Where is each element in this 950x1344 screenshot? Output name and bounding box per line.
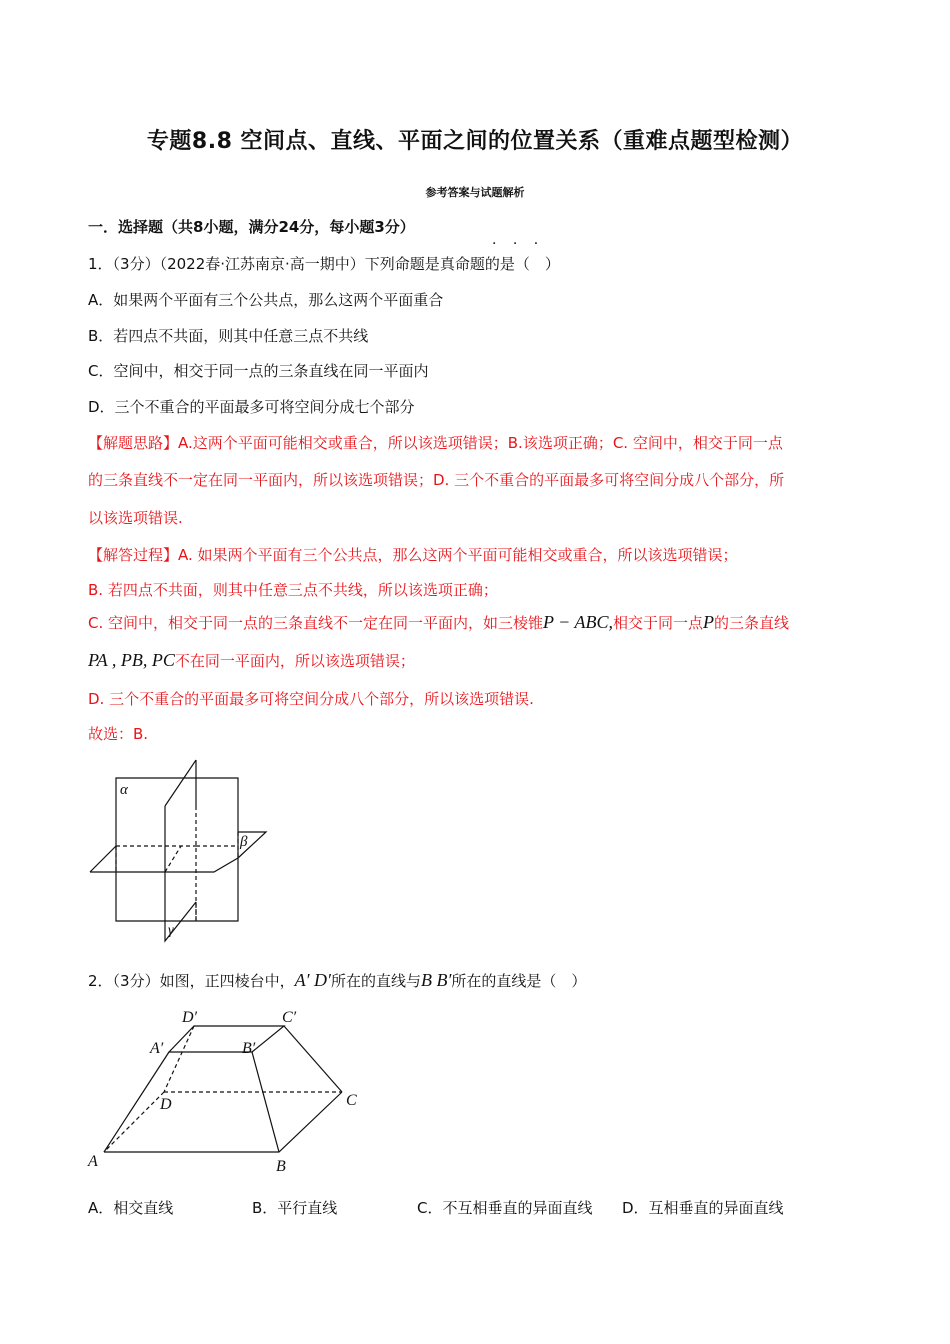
label-d1: D′ [182,1009,198,1026]
label-gamma: γ [168,923,174,938]
q1-emphasis: 真命题 [439,255,485,273]
q1-option-c: C．空间中，相交于同一点的三条直线在同一平面内 [88,362,429,380]
math-point-p: P [703,612,715,632]
emphasis-dots: · · · [492,236,545,252]
math-pyramid: P − ABC, [543,612,614,632]
label-a: A [88,1153,98,1170]
plane-beta [90,858,238,872]
label-b1: B′ [242,1040,256,1057]
label-alpha: α [120,782,128,798]
label-beta: β [240,834,248,850]
q1-process-line-3: C. 空间中，相交于同一点的三条直线不一定在同一平面内，如三棱锥P − ABC,相交于同一点P的三条直线 [88,612,790,632]
edge-bb1 [252,1052,279,1152]
page-title: 专题8.8 空间点、直线、平面之间的位置关系（重难点题型检测） [146,129,804,154]
q2-stem: 2．（3分）如图，正四棱台中，A′ D′所在的直线与B B′所在的直线是（ ） [88,970,587,990]
plane-alpha [116,778,238,921]
label-b: B [276,1158,286,1175]
q1-option-b: B．若四点不共面，则其中任意三点不共线 [88,327,369,345]
label-c: C [346,1092,357,1109]
q1-process-line-4: PA , PB, PC不在同一平面内，所以该选项错误； [88,650,415,670]
q1-thinking-line-3: 以该选项错误. [88,509,183,527]
label-d: D [160,1096,172,1113]
q1-process-line-1: 【解答过程】A. 如果两个平面有三个公共点，那么这两个平面可能相交或重合，所以该选项错误； [88,546,738,564]
math-lines: PA , PB, PC [88,650,175,670]
q1-process-line-2: B. 若四点不共面，则其中任意三点不共线，所以该选项正确； [88,581,498,599]
edge-dd1 [164,1026,194,1092]
label-c1: C′ [282,1009,297,1026]
section-heading: 一．选择题（共8小题，满分24分，每小题3分） [88,218,415,236]
math-a1d1: A′ D′ [294,970,331,990]
frustum-figure [84,1004,374,1180]
q1-process-line-5: D. 三个不重合的平面最多可将空间分成八个部分，所以该选项错误. [88,690,534,708]
q2-option-a: A．相交直线 [88,1199,174,1217]
bottom-edges [104,1092,342,1152]
q1-stem: 1．（3分）（2022春·江苏南京·高一期中）下列命题是真命题的是（ ） [88,255,560,273]
q1-option-a: A．如果两个平面有三个公共点，那么这两个平面重合 [88,291,444,309]
edge-cc1 [284,1026,342,1092]
q1-option-d: D．三个不重合的平面最多可将空间分成七个部分 [88,398,415,416]
q1-thinking-line-2: 的三条直线不一定在同一平面内，所以该选项错误；D. 三个不重合的平面最多可将空间分成八个部分，所 [88,471,785,489]
q1-thinking-line-1: 【解题思路】A.这两个平面可能相交或重合，所以该选项错误；B.该选项正确；C. 空间中，相交于同一点 [88,434,783,452]
math-bb1: B B′ [420,970,452,990]
label-a1: A′ [150,1040,164,1057]
q1-answer: 故选：B. [88,725,149,743]
q2-option-d: D．互相垂直的异面直线 [622,1199,784,1217]
q2-option-b: B．平行直线 [252,1199,338,1217]
answer-subtitle: 参考答案与试题解析 [425,186,525,199]
three-planes-figure [86,756,272,946]
top-face [169,1026,284,1052]
q2-option-c: C．不互相垂直的异面直线 [417,1199,593,1217]
